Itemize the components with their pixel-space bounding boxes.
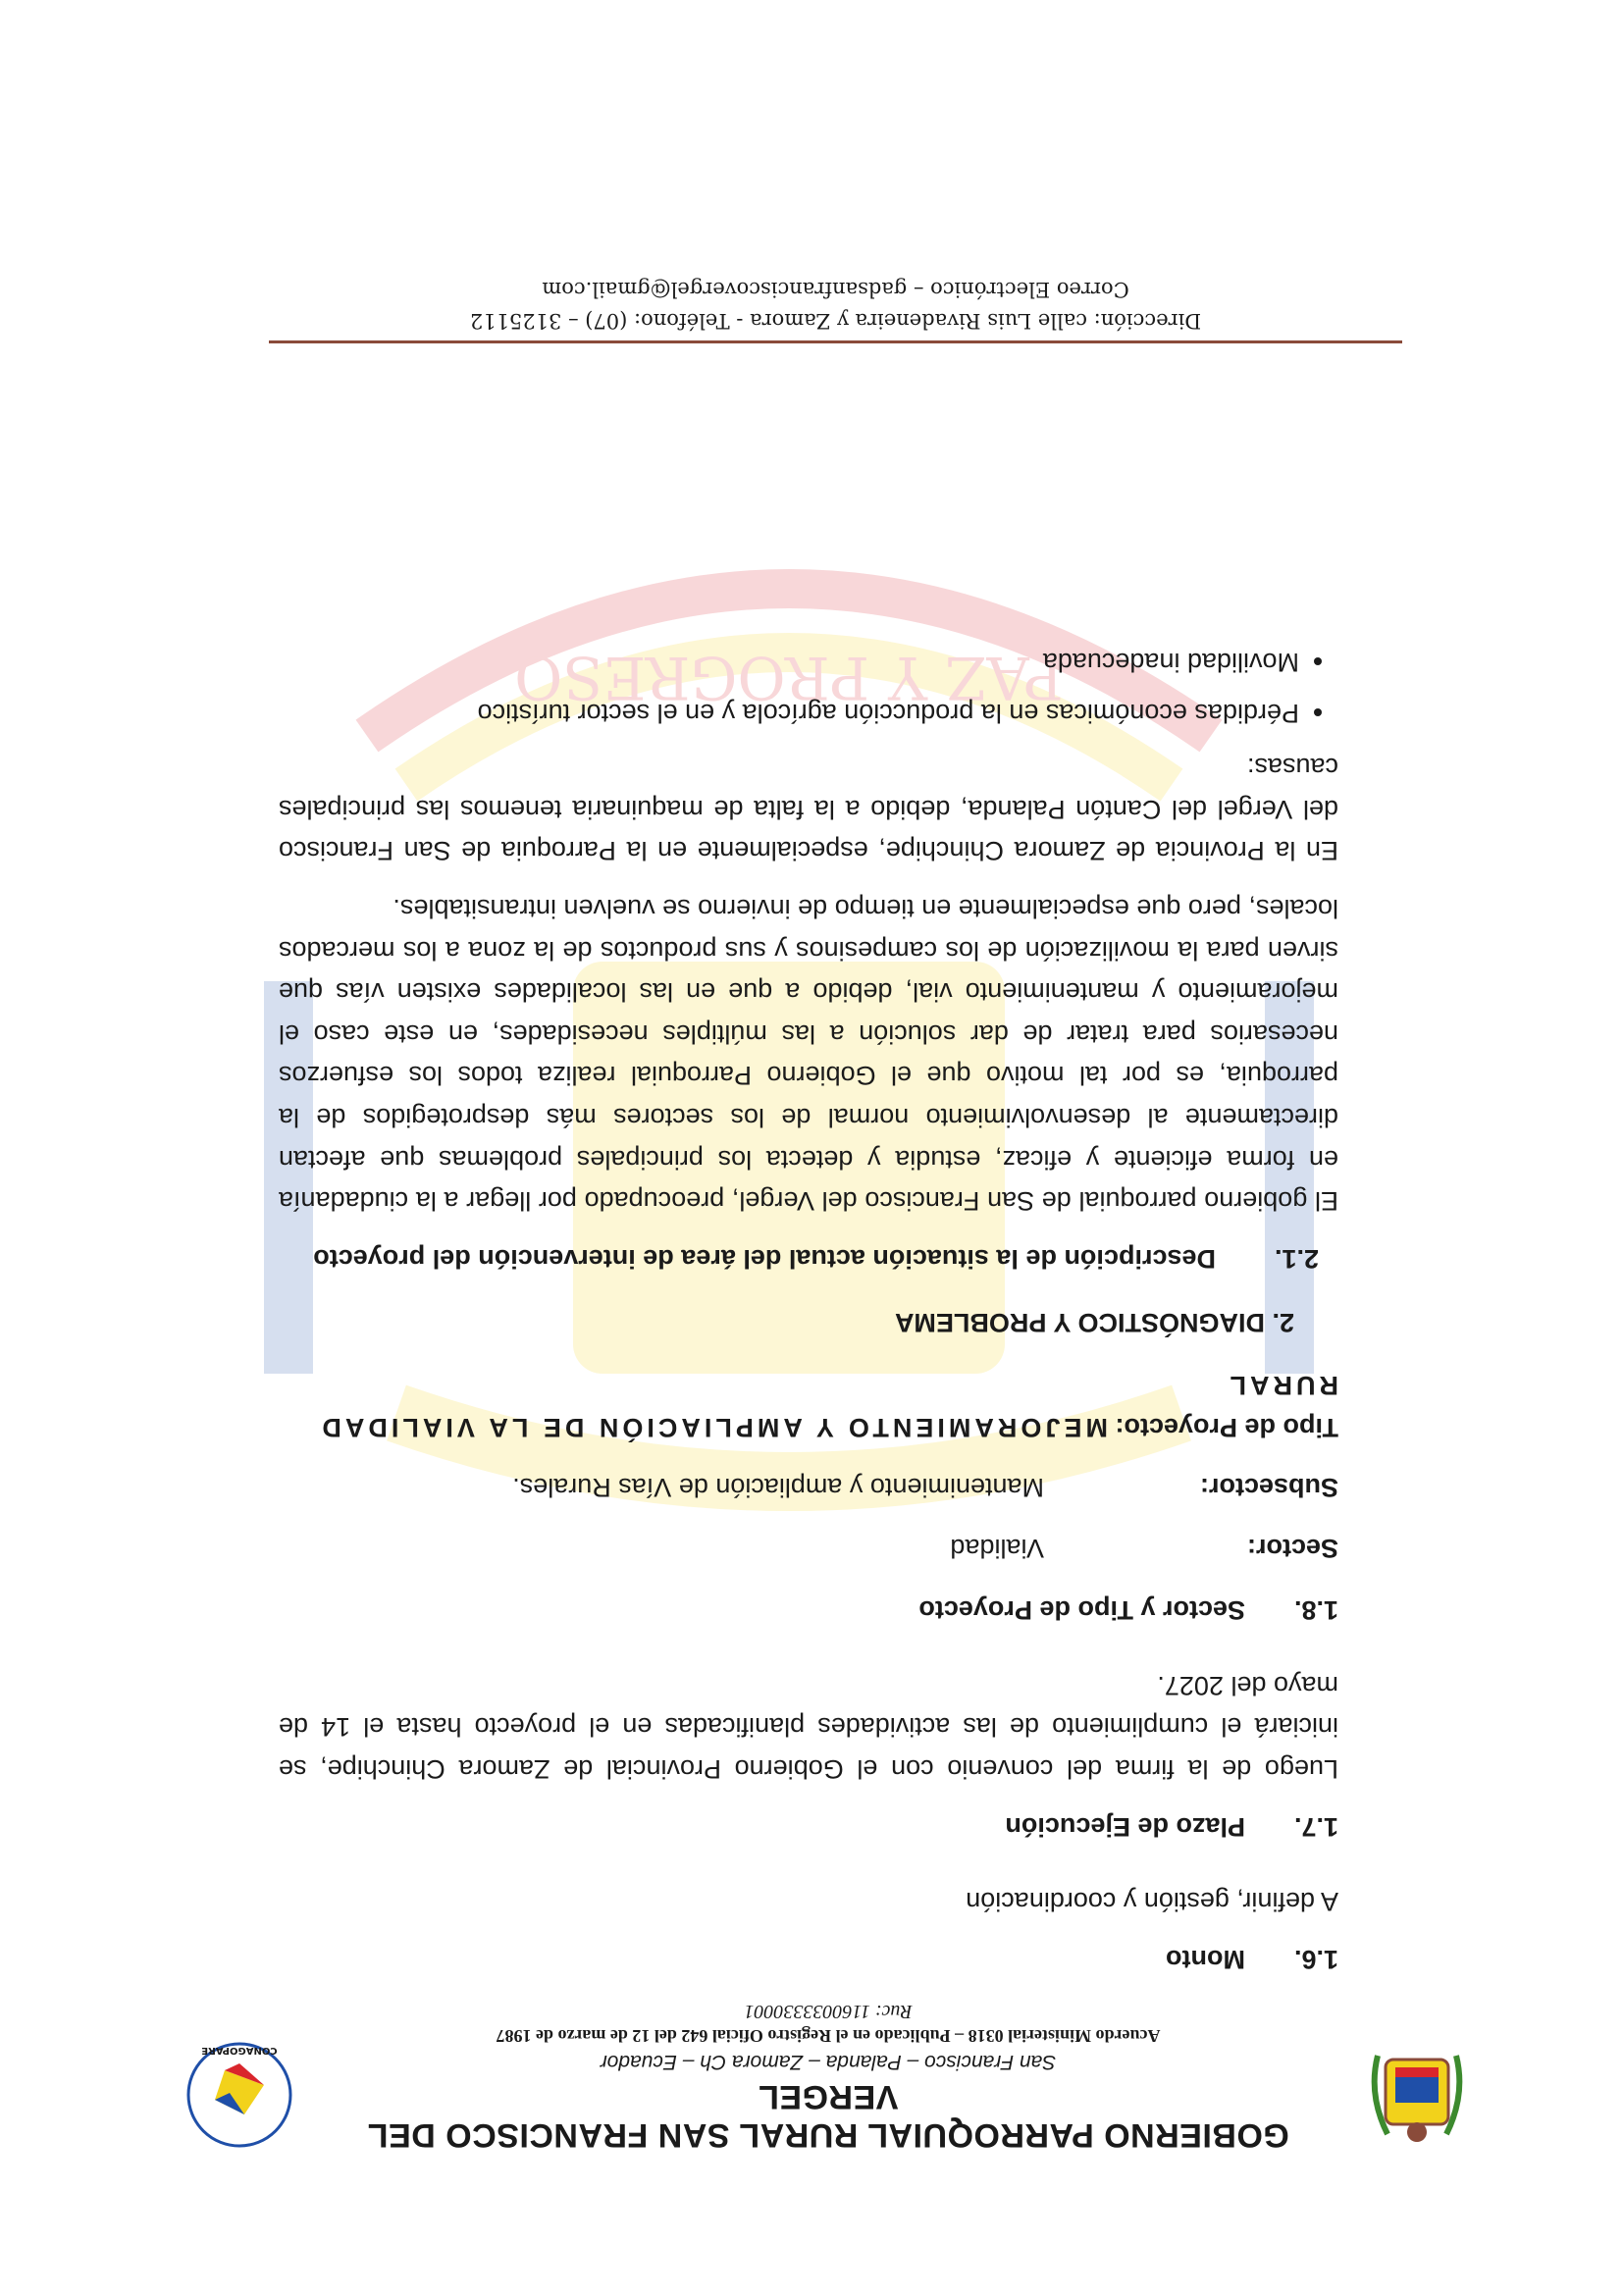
tipo-value: MEJORAMIENTO Y AMPLIACIÓN DE LA VIALIDAD RURAL xyxy=(318,1371,1338,1443)
section-title: Monto xyxy=(1166,1945,1245,1974)
section-2-1-heading xyxy=(279,1237,1338,1279)
section-2-1-paragraph-2: En la Provincia de Zamora Chinchipe, especialmente en la Parroquia de San Francisco del Vergel del Cantón Palanda, debido a la falta de maquinaria tenemos las principales causas: xyxy=(279,752,1338,866)
section-number: 1.8. xyxy=(1293,1595,1338,1626)
letterhead-location: San Francisco – Palanda – Zamora Ch – Ecuador xyxy=(600,2051,1057,2073)
letterhead-ruc: Ruc: 1160033330001 xyxy=(744,2001,913,2022)
section-number: 1.6. xyxy=(1293,1945,1338,1974)
subsector-row xyxy=(279,1466,1338,1508)
causes-list xyxy=(279,641,1338,734)
letterhead-acuerdo: Acuerdo Ministerial 0318 – Publicado en el Registro Oficial 642 del 12 de marzo de 1987 xyxy=(496,2026,1161,2046)
subsector-value: Mantenimiento y ampliación de Vías Rurales. xyxy=(512,1472,1044,1502)
sector-row xyxy=(279,1528,1338,1570)
sector-label: Sector: xyxy=(1246,1534,1338,1564)
subsector-label: Subsector: xyxy=(1199,1472,1338,1502)
document-body xyxy=(279,641,1338,2002)
footer-address: Dirección: calle Luis Rivadeneira y Zamora - Teléfono: (07) – 3125112 xyxy=(469,309,1202,333)
section-number: 2.1. xyxy=(1274,1244,1319,1275)
list-item: • Movilidad inadecuada xyxy=(279,641,1299,683)
letterhead xyxy=(181,2001,1476,2154)
sector-value: Vialidad xyxy=(950,1534,1044,1564)
list-item: • Pérdidas económicas en la producción agrícola y en el sector turístico xyxy=(279,693,1299,735)
letterhead-title: GOBIERNO PARROQUIAL RURAL SAN FRANCISCO DEL VERGEL xyxy=(367,2078,1289,2154)
section-title: Descripción de la situación actual del área de intervención del proyecto xyxy=(313,1244,1216,1275)
footer-divider xyxy=(269,340,1402,343)
conagopare-logo-icon xyxy=(181,2036,298,2154)
watermark-motto: PAZ Y PROGRESO xyxy=(514,643,1064,711)
section-2-1-paragraph-1: El gobierno parroquial de San Francisco del Vergel, preocupado por llegar a la ciudadanía en forma eficiente y eficaz, estudia y detecta los principales problemas que afectan directamente al desenvolvimiento normal de los sectores más desprotegidos de la parroquia, es por tal motivo que el Gobierno Parroquial realiza todos los esfuerzos necesarios para tratar de dar solución a las múltiples necesidades, en este caso el mejoramiento y mantenimiento vial, debido a que en las localidades existen vías que sirven para la movilización de los campesinos y sus productos de la zona a los mercados locales, pero que especialmente en tiempo de invierno se vuelven intransitables. xyxy=(279,893,1338,1217)
letterhead-footer xyxy=(269,278,1402,343)
section-1-6-text: A definir, gestión y coordinación xyxy=(966,1887,1338,1917)
parish-logo-icon xyxy=(1358,2036,1476,2154)
footer-email: Correo Electrónico – gadsanfranciscovergel@gmail.com xyxy=(542,278,1129,301)
section-1-7-heading xyxy=(279,1805,1338,1848)
conagopare-logo-text: CONAGOPARE xyxy=(201,2045,278,2056)
tipo-proyecto-row xyxy=(279,1365,1338,1448)
section-1-6-heading xyxy=(279,1938,1338,1980)
section-2-heading: 2. DIAGNÓSTICO Y PROBLEMA xyxy=(894,1307,1294,1337)
section-1-7-text: Luego de la firma del convenio con el Gobierno Provincial de Zamora Chinchipe, se iniciará el cumplimiento de las actividades planificadas en el proyecto hasta el 14 de mayo del 2027. xyxy=(279,1670,1338,1785)
section-number: 1.7. xyxy=(1293,1811,1338,1842)
tipo-label: Tipo de Proyecto: xyxy=(1115,1413,1338,1443)
section-title: Sector y Tipo de Proyecto xyxy=(918,1595,1245,1626)
section-title: Plazo de Ejecución xyxy=(1005,1811,1245,1842)
section-1-8-heading xyxy=(279,1589,1338,1631)
